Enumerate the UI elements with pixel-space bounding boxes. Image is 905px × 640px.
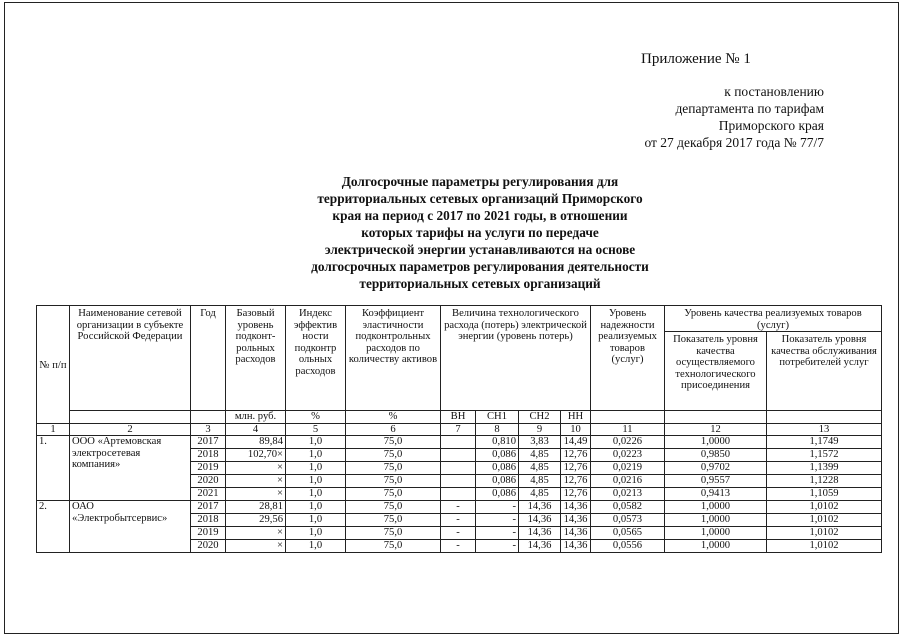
- title-line: территориальных сетевых организаций Приморского: [317, 191, 643, 206]
- table-cell: 75,0: [346, 488, 441, 501]
- table-cell: 0,0556: [591, 540, 665, 553]
- table-cell: 75,0: [346, 436, 441, 449]
- ref-line: департамента по тарифам: [675, 101, 824, 116]
- ref-line: к постановлению: [724, 84, 824, 99]
- table-cell: -: [441, 501, 476, 514]
- table-cell: 4,85: [519, 475, 561, 488]
- table-cell: 1,0102: [767, 501, 882, 514]
- table-cell: 29,56: [226, 514, 286, 527]
- header-reliability: Уровень надежности реализуемых товаров (услуг): [591, 306, 665, 411]
- document-title: [275, 173, 685, 292]
- table-cell: 14,36: [519, 540, 561, 553]
- table-cell: 0,9850: [665, 449, 767, 462]
- table-cell: 1,0: [286, 462, 346, 475]
- column-number: 5: [286, 423, 346, 436]
- title-line: электрической энергии устанавливаются на основе: [324, 242, 636, 257]
- column-number: 7: [441, 423, 476, 436]
- table-cell: 0,0582: [591, 501, 665, 514]
- table-cell: 1,0000: [665, 527, 767, 540]
- table-cell: ×: [226, 488, 286, 501]
- column-number: 12: [665, 423, 767, 436]
- table-cell: 0,0216: [591, 475, 665, 488]
- table-cell: 0,0226: [591, 436, 665, 449]
- table-cell: 1,1399: [767, 462, 882, 475]
- column-number: 10: [561, 423, 591, 436]
- table-cell: 14,36: [561, 540, 591, 553]
- column-number: 1: [37, 423, 70, 436]
- table-cell: ×: [226, 540, 286, 553]
- table-cell: 14,36: [561, 527, 591, 540]
- table-cell: 12,76: [561, 488, 591, 501]
- org-number: 2.: [37, 501, 70, 553]
- table-cell: 0,0213: [591, 488, 665, 501]
- table-cell: 1,0000: [665, 514, 767, 527]
- table-cell: 2017: [191, 436, 226, 449]
- table-cell: 4,85: [519, 488, 561, 501]
- table-cell: 0,810: [476, 436, 519, 449]
- table-cell: [441, 436, 476, 449]
- table-cell: 1,1059: [767, 488, 882, 501]
- header-efficiency-index: Индекс эффектив ности подконтр ольных расходов: [286, 306, 346, 411]
- table-cell: 75,0: [346, 527, 441, 540]
- table-cell: ×: [226, 475, 286, 488]
- table-cell: 12,76: [561, 449, 591, 462]
- table-cell: 89,84: [226, 436, 286, 449]
- table-cell: 28,81: [226, 501, 286, 514]
- unit-nn: НН: [561, 411, 591, 424]
- unit-cell: [591, 411, 665, 424]
- column-number: 3: [191, 423, 226, 436]
- ref-line: Приморского края: [718, 118, 824, 133]
- appendix-label: Приложение № 1: [641, 51, 751, 67]
- table-cell: 2020: [191, 540, 226, 553]
- table-cell: 1,0: [286, 436, 346, 449]
- table-cell: 2019: [191, 462, 226, 475]
- table-cell: -: [441, 527, 476, 540]
- table-cell: -: [476, 501, 519, 514]
- title-line: края на период с 2017 по 2021 годы, в отношении: [332, 208, 628, 223]
- header-quality: Уровень качества реализуемых товаров (услуг): [665, 306, 882, 332]
- column-number: 9: [519, 423, 561, 436]
- table-cell: 1,0: [286, 540, 346, 553]
- column-number: 11: [591, 423, 665, 436]
- header-base-level: Базовый уровень подконт-рольных расходов: [226, 306, 286, 411]
- table-cell: 3,83: [519, 436, 561, 449]
- unit-coef: %: [346, 411, 441, 424]
- unit-cell: [70, 411, 191, 424]
- table-cell: ×: [226, 527, 286, 540]
- title-line: которых тарифы на услуги по передаче: [361, 225, 599, 240]
- header-elasticity-coef: Коэффициент эластичности подконтрольных расходов по количеству активов: [346, 306, 441, 411]
- org-number: 1.: [37, 436, 70, 501]
- table-cell: 0,9702: [665, 462, 767, 475]
- table-row: [37, 436, 882, 449]
- table-cell: [441, 462, 476, 475]
- column-number: 2: [70, 423, 191, 436]
- table-cell: 0,9557: [665, 475, 767, 488]
- table-cell: 0,0219: [591, 462, 665, 475]
- table-cell: 12,76: [561, 462, 591, 475]
- table-cell: 0,0565: [591, 527, 665, 540]
- table-cell: 1,1228: [767, 475, 882, 488]
- table-cell: 0,0223: [591, 449, 665, 462]
- table-cell: 1,0102: [767, 514, 882, 527]
- table-cell: -: [476, 540, 519, 553]
- table-cell: 12,76: [561, 475, 591, 488]
- table-cell: 1,0102: [767, 527, 882, 540]
- unit-cell: [767, 411, 882, 424]
- table-cell: 14,36: [519, 527, 561, 540]
- org-name: ООО «Артемовская электросетевая компания»: [70, 436, 191, 501]
- table-cell: 0,086: [476, 449, 519, 462]
- table-cell: 1,0000: [665, 501, 767, 514]
- header-losses: Величина технологического расхода (потерь) электрической энергии (уровень потерь): [441, 306, 591, 411]
- table-cell: 1,0: [286, 449, 346, 462]
- table-cell: -: [476, 527, 519, 540]
- table-cell: 0,9413: [665, 488, 767, 501]
- ref-line: от 27 декабря 2017 года № 77/7: [644, 135, 824, 150]
- table-cell: [441, 449, 476, 462]
- org-name: ОАО «Электробытсервис»: [70, 501, 191, 553]
- unit-cell: [191, 411, 226, 424]
- header-year: Год: [191, 306, 226, 411]
- table-cell: 0,086: [476, 488, 519, 501]
- table-cell: ×: [226, 462, 286, 475]
- table-cell: 75,0: [346, 462, 441, 475]
- unit-cell: [665, 411, 767, 424]
- header-num: № п/п: [37, 306, 70, 424]
- table-cell: 75,0: [346, 449, 441, 462]
- table-cell: 1,0: [286, 514, 346, 527]
- unit-sn1: СН1: [476, 411, 519, 424]
- table-cell: -: [441, 540, 476, 553]
- table-cell: 2017: [191, 501, 226, 514]
- table-cell: 0,086: [476, 462, 519, 475]
- table-cell: 1,1572: [767, 449, 882, 462]
- table-cell: [441, 475, 476, 488]
- table-cell: 102,70×: [226, 449, 286, 462]
- table-cell: 1,1749: [767, 436, 882, 449]
- table-cell: 75,0: [346, 540, 441, 553]
- unit-sn2: СН2: [519, 411, 561, 424]
- table-cell: 2018: [191, 449, 226, 462]
- unit-index: %: [286, 411, 346, 424]
- table-cell: 2021: [191, 488, 226, 501]
- table-row: [37, 501, 882, 514]
- column-number: 8: [476, 423, 519, 436]
- table-cell: [441, 488, 476, 501]
- table-cell: 14,36: [519, 501, 561, 514]
- table-cell: 1,0: [286, 501, 346, 514]
- table-cell: 75,0: [346, 475, 441, 488]
- parameters-table: [36, 305, 882, 553]
- table-cell: -: [476, 514, 519, 527]
- header-org-name: Наименование сетевой организации в субъекте Российской Федерации: [70, 306, 191, 411]
- title-line: долгосрочных параметров регулирования деятельности: [311, 259, 649, 274]
- table-cell: 2020: [191, 475, 226, 488]
- header-quality-service: Показатель уровня качества обслуживания потребителей услуг: [767, 332, 882, 411]
- table-cell: 14,36: [519, 514, 561, 527]
- table-cell: 1,0000: [665, 540, 767, 553]
- header-quality-connection: Показатель уровня качества осуществляемого технологического присоединения: [665, 332, 767, 411]
- table-cell: 1,0102: [767, 540, 882, 553]
- table-cell: 0,086: [476, 475, 519, 488]
- column-number: 6: [346, 423, 441, 436]
- table-cell: 14,49: [561, 436, 591, 449]
- table-cell: -: [441, 514, 476, 527]
- table-cell: 2018: [191, 514, 226, 527]
- table-cell: 14,36: [561, 501, 591, 514]
- title-line: территориальных сетевых организаций: [359, 276, 601, 291]
- decree-reference: [644, 83, 824, 151]
- table-cell: 1,0000: [665, 436, 767, 449]
- table-cell: 4,85: [519, 449, 561, 462]
- table-cell: 0,0573: [591, 514, 665, 527]
- table-cell: 75,0: [346, 501, 441, 514]
- title-line: Долгосрочные параметры регулирования для: [341, 174, 619, 189]
- table-cell: 4,85: [519, 462, 561, 475]
- unit-vn: ВН: [441, 411, 476, 424]
- table-cell: 1,0: [286, 475, 346, 488]
- table-cell: 1,0: [286, 527, 346, 540]
- unit-base: млн. руб.: [226, 411, 286, 424]
- column-number: 4: [226, 423, 286, 436]
- column-number: 13: [767, 423, 882, 436]
- table-cell: 14,36: [561, 514, 591, 527]
- table-cell: 1,0: [286, 488, 346, 501]
- table-cell: 2019: [191, 527, 226, 540]
- table-cell: 75,0: [346, 514, 441, 527]
